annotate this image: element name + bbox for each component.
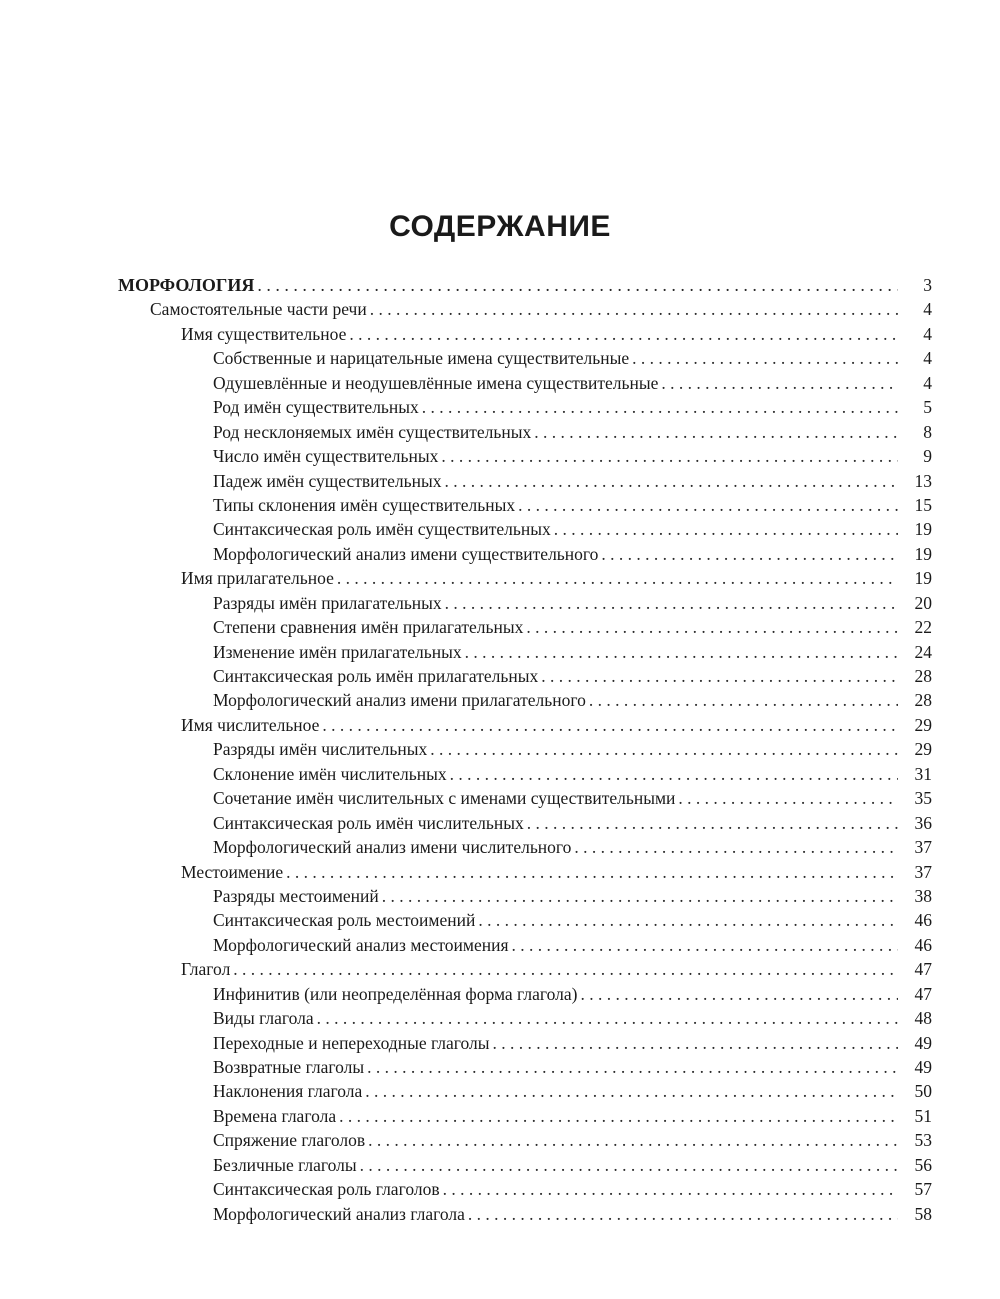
toc-entry[interactable]	[0, 444, 1000, 468]
toc-entry[interactable]	[0, 811, 1000, 835]
toc-entry[interactable]	[0, 786, 1000, 810]
toc-entry-label: Сочетание имён числительных с именами существительными	[213, 788, 676, 809]
toc-entry-label: Синтаксическая роль местоимений	[213, 910, 476, 931]
toc-entry-label: МОРФОЛОГИЯ	[118, 275, 255, 295]
toc-entry-page-number: 50	[914, 1081, 932, 1102]
dot-leader	[465, 640, 898, 664]
toc-entry-label: Разряды имён числительных	[213, 739, 428, 760]
toc-entry-page-number: 49	[914, 1032, 932, 1053]
toc-entry-label: Имя прилагательное	[181, 568, 334, 589]
toc-entry-page-number: 4	[923, 323, 932, 344]
toc-entry-label: Род несклоняемых имён существительных	[213, 421, 532, 442]
toc-entry-page-number: 4	[923, 348, 932, 369]
dot-leader	[443, 1177, 898, 1201]
dot-leader	[632, 346, 898, 370]
toc-entry[interactable]	[0, 884, 1000, 908]
dot-leader	[360, 1153, 898, 1177]
toc-entry[interactable]	[0, 908, 1000, 932]
toc-entry-label: Переходные и непереходные глаголы	[213, 1032, 490, 1053]
toc-entry-label: Глагол	[181, 959, 231, 980]
toc-entry-label: Склонение имён числительных	[213, 763, 447, 784]
toc-entry-page-number: 8	[923, 421, 932, 442]
toc-entry-label: Возвратные глаголы	[213, 1057, 365, 1077]
toc-entry-page-number: 46	[914, 910, 932, 931]
dot-leader	[233, 957, 898, 981]
toc-entry[interactable]	[0, 640, 1000, 664]
toc-entry-page-number: 37	[914, 837, 932, 858]
toc-entry[interactable]	[0, 688, 1000, 712]
toc-entry-page-number: 56	[914, 1154, 932, 1175]
dot-leader	[422, 395, 898, 419]
toc-entry-label: Безличные глаголы	[213, 1154, 357, 1175]
dot-leader	[450, 762, 898, 786]
toc-entry[interactable]	[0, 713, 1000, 737]
toc-entry-page-number: 47	[914, 959, 932, 980]
dot-leader	[445, 469, 899, 493]
toc-entry[interactable]	[0, 420, 1000, 444]
toc-entry[interactable]	[0, 1031, 1000, 1055]
toc-entry-page-number: 4	[923, 372, 932, 393]
toc-entry-label: Число имён существительных	[213, 446, 439, 467]
toc-entry-page-number: 35	[914, 788, 932, 809]
toc-entry-page-number: 19	[914, 568, 932, 589]
dot-leader	[382, 884, 898, 908]
toc-entry-page-number: 48	[914, 1008, 932, 1029]
dot-leader	[541, 664, 898, 688]
table-of-contents	[0, 273, 1000, 1226]
dot-leader	[534, 420, 898, 444]
toc-entry-label: Падеж имён существительных	[213, 470, 442, 491]
toc-entry[interactable]	[0, 1006, 1000, 1030]
dot-leader	[367, 1055, 898, 1079]
toc-entry-label: Времена глагола	[213, 1105, 337, 1126]
toc-entry-page-number: 37	[914, 861, 932, 882]
toc-entry[interactable]	[0, 860, 1000, 884]
dot-leader	[493, 1031, 898, 1055]
toc-entry-page-number: 4	[923, 299, 932, 320]
dot-leader	[601, 542, 898, 566]
toc-entry[interactable]	[0, 542, 1000, 566]
dot-leader	[445, 591, 898, 615]
toc-entry[interactable]	[0, 737, 1000, 761]
toc-entry-label: Инфинитив (или неопределённая форма глагола)	[213, 983, 578, 1004]
toc-entry[interactable]	[0, 1128, 1000, 1152]
toc-entry-label: Самостоятельные части речи	[150, 299, 367, 320]
toc-entry-page-number: 58	[914, 1203, 932, 1224]
toc-entry[interactable]	[0, 493, 1000, 517]
toc-entry-label: Морфологический анализ имени прилагательного	[213, 690, 586, 711]
dot-leader	[661, 371, 898, 395]
toc-entry[interactable]	[0, 591, 1000, 615]
toc-entry-label: Синтаксическая роль имён числительных	[213, 812, 524, 833]
toc-entry-label: Морфологический анализ глагола	[213, 1203, 465, 1224]
toc-entry[interactable]	[0, 1202, 1000, 1226]
toc-entry[interactable]	[0, 933, 1000, 957]
dot-leader	[589, 688, 898, 712]
toc-entry-label: Разряды местоимений	[213, 885, 379, 906]
toc-entry-label: Разряды имён прилагательных	[213, 592, 442, 613]
dot-leader	[365, 1079, 898, 1103]
toc-entry-label: Одушевлённые и неодушевлённые имена существительные	[213, 372, 659, 393]
toc-entry-page-number: 28	[914, 690, 932, 711]
page-title: СОДЕРЖАНИЕ	[389, 210, 611, 243]
toc-entry[interactable]	[0, 371, 1000, 395]
toc-entry-label: Имя числительное	[181, 714, 320, 735]
toc-entry[interactable]	[0, 1055, 1000, 1079]
toc-entry[interactable]	[0, 273, 1000, 297]
toc-entry-page-number: 29	[914, 714, 932, 735]
toc-entry[interactable]	[0, 664, 1000, 688]
toc-entry[interactable]	[0, 982, 1000, 1006]
toc-entry-page-number: 46	[914, 934, 932, 955]
toc-entry[interactable]	[0, 835, 1000, 859]
dot-leader	[678, 786, 898, 810]
toc-entry-label: Местоимение	[181, 861, 284, 882]
toc-entry-label: Морфологический анализ местоимения	[213, 934, 509, 955]
dot-leader	[554, 517, 898, 541]
toc-entry-page-number: 49	[914, 1057, 932, 1077]
toc-entry-label: Морфологический анализ имени числительного	[213, 837, 572, 858]
toc-entry-label: Синтаксическая роль имён прилагательных	[213, 666, 539, 686]
dot-leader	[322, 713, 898, 737]
toc-entry[interactable]	[0, 957, 1000, 981]
toc-entry-page-number: 20	[914, 592, 932, 613]
dot-leader	[441, 444, 898, 468]
toc-entry-page-number: 24	[914, 641, 932, 662]
dot-leader	[430, 737, 898, 761]
dot-leader	[526, 615, 898, 639]
toc-entry-page-number: 51	[914, 1105, 932, 1126]
toc-entry[interactable]	[0, 1177, 1000, 1201]
dot-leader	[368, 1128, 898, 1152]
toc-entry-label: Изменение имён прилагательных	[213, 641, 462, 662]
toc-entry-label: Собственные и нарицательные имена существительные	[213, 348, 630, 369]
toc-entry-page-number: 36	[914, 812, 932, 833]
toc-entry-page-number: 38	[914, 885, 932, 906]
toc-entry-label: Имя существительное	[181, 323, 347, 344]
toc-entry-label: Синтаксическая роль имён существительных	[213, 519, 551, 540]
toc-entry-page-number: 19	[914, 543, 932, 564]
toc-entry[interactable]	[0, 762, 1000, 786]
toc-entry[interactable]	[0, 1153, 1000, 1177]
toc-entry-label: Виды глагола	[213, 1008, 314, 1029]
dot-leader	[339, 1104, 898, 1128]
dot-leader	[527, 811, 898, 835]
toc-entry-page-number: 15	[914, 494, 932, 515]
dot-leader	[257, 273, 898, 297]
dot-leader	[286, 860, 898, 884]
toc-entry[interactable]	[0, 1079, 1000, 1103]
toc-entry-page-number: 13	[914, 470, 932, 491]
toc-entry[interactable]	[0, 346, 1000, 370]
dot-leader	[349, 322, 898, 346]
toc-entry-page-number: 9	[923, 446, 932, 467]
dot-leader	[317, 1006, 898, 1030]
dot-leader	[478, 908, 898, 932]
toc-entry-label: Спряжение глаголов	[213, 1130, 366, 1151]
dot-leader	[574, 835, 898, 859]
toc-entry[interactable]	[0, 297, 1000, 321]
toc-entry[interactable]	[0, 395, 1000, 419]
dot-leader	[370, 297, 898, 321]
toc-entry[interactable]	[0, 1104, 1000, 1128]
toc-entry-label: Типы склонения имён существительных	[213, 494, 516, 515]
dot-leader	[468, 1202, 898, 1226]
toc-entry-page-number: 29	[914, 739, 932, 760]
toc-entry[interactable]	[0, 517, 1000, 541]
toc-entry-page-number: 47	[914, 983, 932, 1004]
dot-leader	[518, 493, 898, 517]
toc-entry-page-number: 19	[914, 519, 932, 540]
toc-entry[interactable]	[0, 566, 1000, 590]
toc-entry-page-number: 5	[923, 397, 932, 418]
toc-entry-label: Наклонения глагола	[213, 1081, 363, 1102]
toc-entry[interactable]	[0, 469, 1000, 493]
toc-entry-page-number: 57	[914, 1179, 932, 1200]
toc-entry-page-number: 22	[914, 617, 932, 638]
toc-entry-page-number: 28	[914, 666, 932, 686]
toc-entry[interactable]	[0, 322, 1000, 346]
toc-entry-page-number: 3	[923, 275, 932, 295]
toc-entry-label: Род имён существительных	[213, 397, 419, 418]
toc-entry[interactable]	[0, 615, 1000, 639]
toc-entry-label: Синтаксическая роль глаголов	[213, 1179, 440, 1200]
dot-leader	[337, 566, 898, 590]
toc-entry-page-number: 53	[914, 1130, 932, 1151]
dot-leader	[580, 982, 898, 1006]
toc-entry-label: Морфологический анализ имени существительного	[213, 543, 599, 564]
toc-entry-label: Степени сравнения имён прилагательных	[213, 617, 524, 638]
toc-entry-page-number: 31	[914, 763, 932, 784]
dot-leader	[512, 933, 898, 957]
